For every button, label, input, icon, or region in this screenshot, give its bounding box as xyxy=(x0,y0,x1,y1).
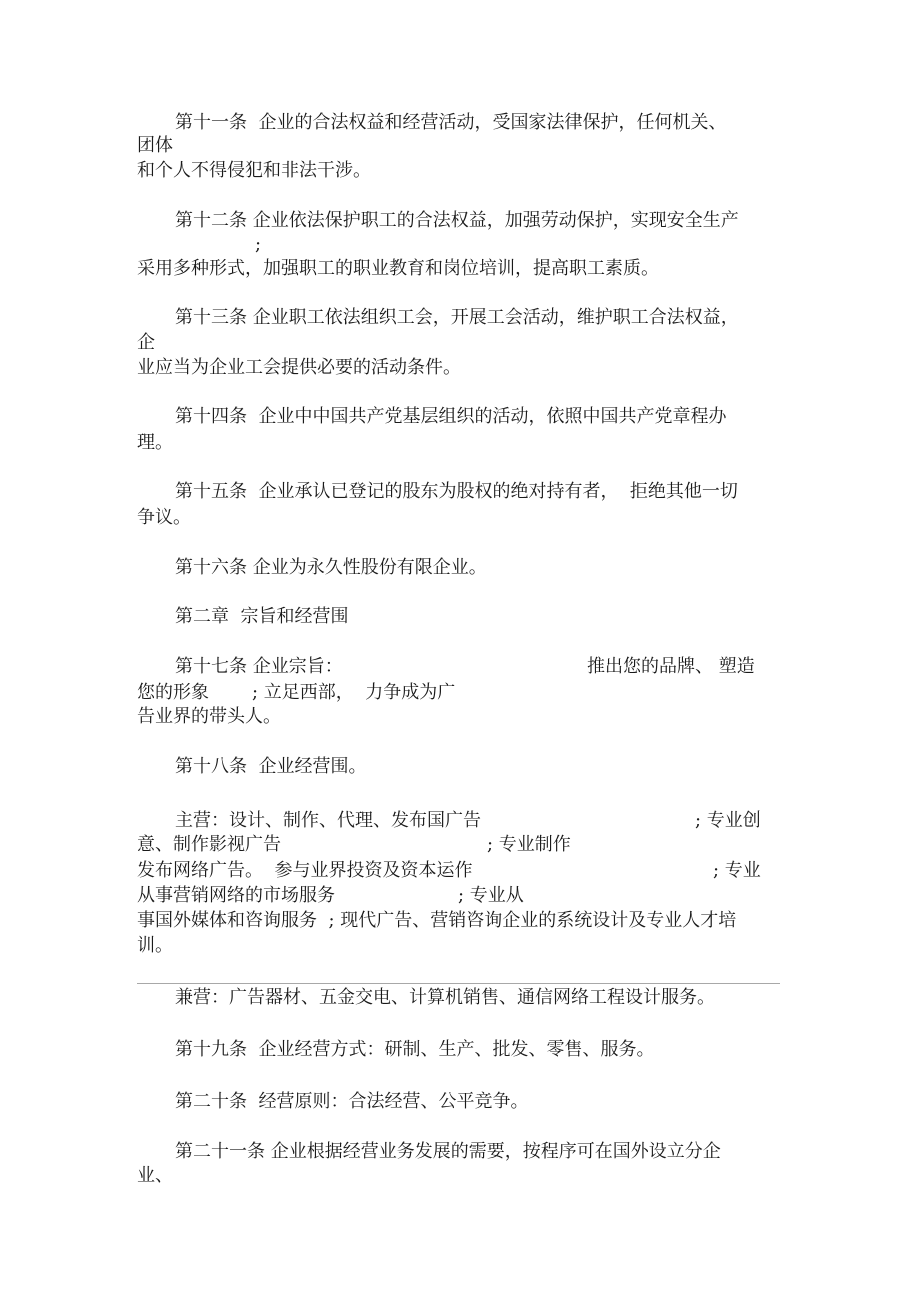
side-business-line: 兼营：广告器材、五金交电、计算机销售、通信网络工程设计服务。 xyxy=(175,987,715,1008)
article-21-line-2: 业、 xyxy=(137,1165,173,1186)
article-12-line-3: 采用多种形式，加强职工的职业教育和岗位培训，提高职工素质。 xyxy=(137,258,659,279)
article-17-line-2-right: ; 立足西部， 力争成为广 xyxy=(252,682,456,703)
main-business-line-6: 训。 xyxy=(137,935,173,956)
article-14-line-1: 第十四条 企业中中国共产党基层组织的活动，依照中国共产党章程办 xyxy=(175,406,727,427)
article-11-line-3: 和个人不得侵犯和非法干涉。 xyxy=(137,160,371,181)
article-17-line-1-left: 第十七条 企业宗旨： xyxy=(175,656,343,677)
main-business-line-4-left: 从事营销网络的市场服务 xyxy=(137,885,335,906)
chapter-2-heading: 第二章 宗旨和经营围 xyxy=(175,606,349,627)
article-20-line-1: 第二十条 经营原则：合法经营、公平竞争。 xyxy=(175,1091,529,1112)
article-15-line-1: 第十五条 企业承认已登记的股东为股权的绝对持有者， 拒绝其他一切 xyxy=(175,481,738,502)
article-13-line-1: 第十三条 企业职工依法组织工会，开展工会活动，维护职工合法权益， xyxy=(175,307,739,328)
article-12-line-2: ; xyxy=(255,234,262,255)
article-16-line-1: 第十六条 企业为永久性股份有限企业。 xyxy=(175,557,487,578)
article-13-line-2: 企 xyxy=(137,332,155,353)
article-21-line-1: 第二十一条 企业根据经营业务发展的需要，按程序可在国外设立分企 xyxy=(175,1141,721,1162)
article-13-line-3: 业应当为企业工会提供必要的活动条件。 xyxy=(137,357,461,378)
page-divider xyxy=(137,983,780,984)
article-14-line-2: 理。 xyxy=(137,432,173,453)
article-11-line-2: 团体 xyxy=(137,135,173,156)
main-business-line-1-left: 主营：设计、制作、代理、发布国广告 xyxy=(175,810,481,831)
article-17-line-2-left: 您的形象 xyxy=(137,682,209,703)
main-business-line-2-right: ; 专业制作 xyxy=(487,834,571,855)
main-business-line-5: 事国外媒体和咨询服务 ; 现代广告、营销咨询企业的系统设计及专业人才培 xyxy=(137,910,737,931)
main-business-line-1-right: ; 专业创 xyxy=(695,810,761,831)
main-business-line-2-left: 意、制作影视广告 xyxy=(137,834,281,855)
article-11-line-1: 第十一条 企业的合法权益和经营活动，受国家法律保护，任何机关、 xyxy=(175,112,727,133)
article-18-line-1: 第十八条 企业经营围。 xyxy=(175,756,367,777)
main-business-line-3-right: ; 专业 xyxy=(713,860,761,881)
article-12-line-1: 第十二条 企业依法保护职工的合法权益，加强劳动保护，实现安全生产 xyxy=(175,210,739,231)
main-business-line-4-right: ; 专业从 xyxy=(458,885,524,906)
article-15-line-2: 争议。 xyxy=(137,507,191,528)
main-business-line-3-left: 发布网络广告。 参与业界投资及资本运作 xyxy=(137,860,473,881)
article-17-line-1-right: 推出您的品牌、 塑造 xyxy=(587,656,755,677)
article-17-line-3: 告业界的带头人。 xyxy=(137,706,281,727)
article-19-line-1: 第十九条 企业经营方式：研制、生产、批发、零售、服务。 xyxy=(175,1039,655,1060)
